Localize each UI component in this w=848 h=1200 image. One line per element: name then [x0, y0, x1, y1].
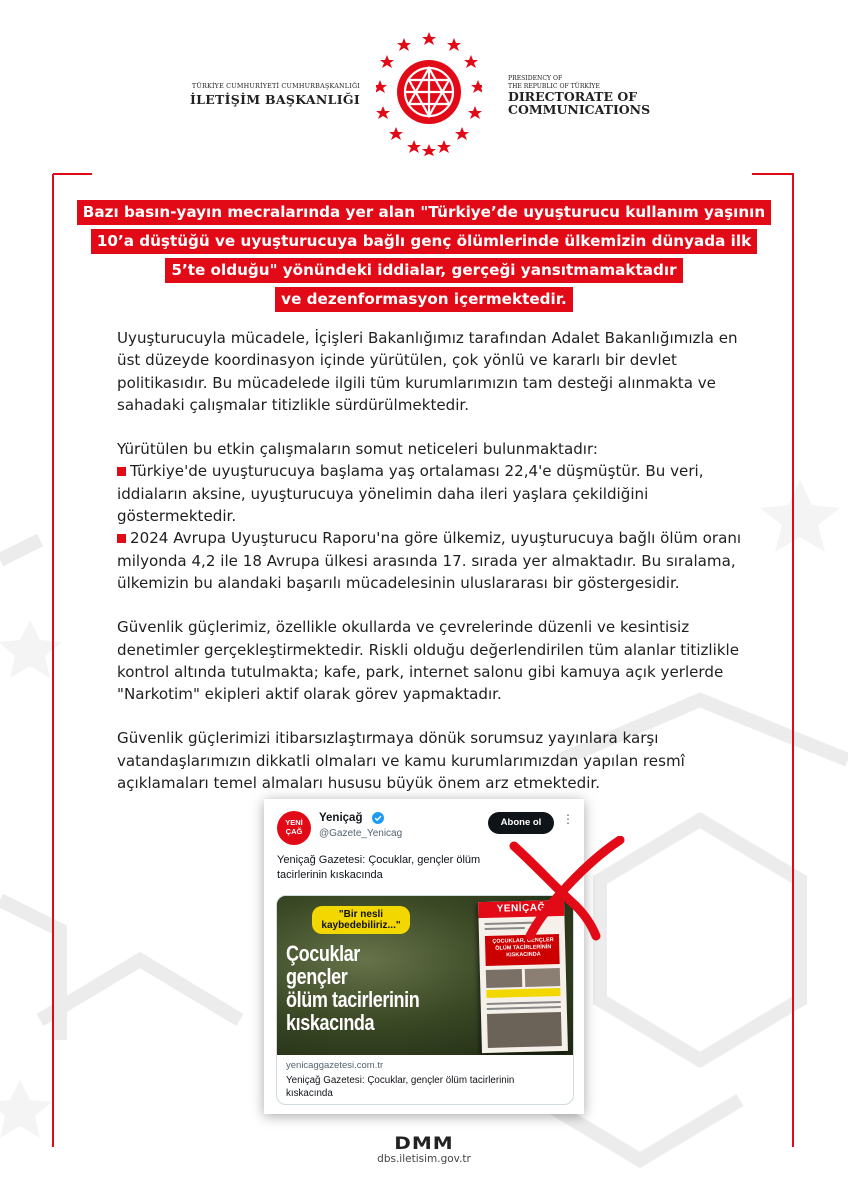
header-right-big-1: DIRECTORATE OF [508, 89, 638, 104]
avatar-text-line-1: YENİ [285, 818, 303, 827]
account-name[interactable]: Yeniçağ [319, 812, 363, 824]
headline-line: 10’a düştüğü ve uyuşturucuya bağlı genç ölümlerinde ülkemizin dünyada ilk [91, 229, 757, 254]
header-right-small-2: THE REPUBLIC OF TÜRKİYE [508, 82, 600, 90]
paragraph-4: Güvenlik güçlerimizi itibarsızlaştırmaya dönük sorumsuz yayınlara karşı vatandaşlarımızın dikkatli olmaları ve kamu kurumlarımızdan yapılan resmî açıklamaları temel almaları hususu büyük önem arz etmektedir. [117, 729, 685, 793]
avatar-text [277, 818, 311, 836]
newspaper-line [487, 1001, 561, 1005]
avatar[interactable] [277, 811, 311, 845]
card-headline-line-3: ölüm tacirlerinin [286, 987, 420, 1012]
card-title: Yeniçağ Gazetesi: Çocuklar, gençler ölüm tacirlerinin kıskacında [286, 1075, 515, 1099]
header-left-small: TÜRKİYE CUMHURİYETİ CUMHURBAŞKANLIĞI [191, 82, 360, 90]
bullet-item-2 [117, 527, 757, 594]
bullet-text-1: Türkiye'de uyuşturucuya başlama yaş ortalaması 22,4'e düşmüştür. Bu veri, iddiaların aksine, uyuşturucuya yönelimin daha ileri yaşlara çekildiğini göstermektedir. [117, 462, 704, 526]
headline [60, 198, 788, 314]
newspaper-photo [525, 968, 560, 987]
card-headline-line-2: gençler [286, 964, 348, 989]
headline-line: 5’te olduğu" yönündeki iddialar, gerçeği yansıtmamaktadır [165, 258, 682, 283]
card-headline-line-4: kıskacında [286, 1010, 375, 1035]
card-domain: yenicaggazetesi.com.tr [286, 1060, 384, 1071]
bullet-text-2: 2024 Avrupa Uyuşturucu Raporu'na göre ülkemiz, uyuşturucuya bağlı ölüm oranı milyonda 4,2 ile 18 Avrupa ülkesi arasında 17. sırada yer almaktadır. Bu sıralama, ülkemizin bu alandaki başarılı mücadelesinin uluslararası bir göstergesidir. [117, 529, 742, 592]
tweet-text: Yeniçağ Gazetesi: Çocuklar, gençler ölüm tacirlerinin kıskacında [277, 854, 481, 881]
paragraph-3: Güvenlik güçlerimiz, özellikle okullarda ve çevrelerinde düzenli ve kesintisiz denetimler gerçekleştirmektedir. Riskli olduğu değerlendirilen tüm alanlar titizlikle kontrol altında tutulmakta; kafe, park, internet salonu gibi kamuya açık yerlerde "Narkotim" ekipleri aktif olarak görev yapmaktadır. [117, 618, 740, 704]
header-right-big-2: COMMUNICATIONS [508, 102, 651, 117]
follow-button[interactable]: Abone ol [488, 812, 554, 834]
red-x-mark-icon [496, 836, 626, 941]
paragraph-2 [117, 438, 757, 594]
card-quote-line-1: "Bir nesli [338, 909, 384, 920]
verified-badge-icon [372, 812, 384, 824]
newspaper-photo [486, 969, 522, 988]
newspaper-masthead: YENİÇAĞ [478, 900, 564, 918]
headline-line: ve dezenformasyon içermektedir. [275, 287, 573, 312]
more-options-icon[interactable]: ⋮ [562, 812, 574, 826]
card-headline [286, 942, 454, 1034]
body-text [117, 327, 757, 816]
newspaper-yellow-strip [486, 988, 560, 998]
dmm-logo: DMM [394, 1132, 454, 1154]
card-headline-line-1: Çocuklar [286, 941, 360, 966]
footer-url[interactable]: dbs.iletisim.gov.tr [377, 1153, 471, 1165]
newspaper-line [487, 1006, 561, 1010]
paragraph-1: Uyuşturucuyla mücadele, İçişleri Bakanlığımız tarafından Adalet Bakanlığımızla en üst düzeyde koordinasyon içinde yürütülen, çok yönlü ve kararlı bir devlet politikasıdır. Bu mücadelede ilgili tüm kurumlarımızın tam desteği alınmakta ve sahadaki çalışmalar titizlikle sürdürülmektedir. [117, 329, 738, 414]
newspaper-red-text: ÇOCUKLAR, GENÇLER ÖLÜM TACİRLERİNİN KISKACINDA [492, 937, 554, 959]
header-right-small-1: PRESIDENCY OF [508, 75, 563, 82]
header-left-big: İLETİŞİM BAŞKANLIĞI [189, 92, 360, 107]
bullet-square-icon [117, 467, 126, 476]
account-handle[interactable]: @Gazete_Yenicag [319, 828, 403, 839]
footer [324, 1133, 524, 1165]
card-quote [312, 906, 410, 934]
headline-line: Bazı basın-yayın mecralarında yer alan "Türkiye’de uyuşturucu kullanım yaşının [77, 200, 771, 225]
avatar-text-line-2: ÇAĞ [285, 827, 303, 836]
card-quote-line-2: kaybedebiliriz..." [321, 920, 401, 931]
newspaper-photo [487, 1012, 562, 1048]
bullet-item-1 [117, 460, 757, 527]
bullet-square-icon [117, 534, 126, 543]
paragraph-2-intro: Yürütülen bu etkin çalışmaların somut neticeleri bulunmaktadır: [117, 440, 599, 459]
